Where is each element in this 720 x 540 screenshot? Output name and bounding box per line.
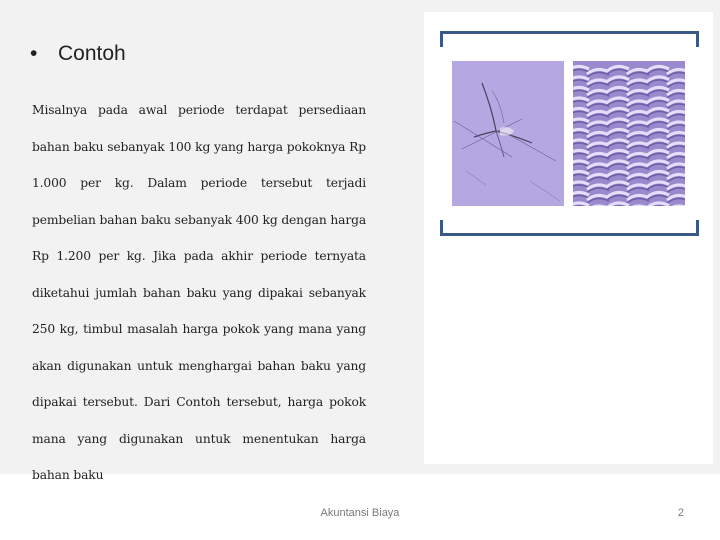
sketch-drawing <box>452 61 564 206</box>
heading-text: Contoh <box>58 42 126 65</box>
ribbed-texture-image <box>573 61 685 206</box>
sketch-image <box>452 61 564 206</box>
footer-page-number: 2 <box>677 507 684 519</box>
slide-heading <box>30 42 126 66</box>
body-paragraph: Misalnya pada awal periode terdapat persediaan bahan baku sebanyak 100 kg yang harga pokoknya Rp 1.000 per kg. Dalam periode tersebut terjadi pembelian bahan baku sebanyak 400 kg dengan harga Rp 1.200 per kg. Jika pada akhir periode ternyata diketahui jumlah bahan baku yang dipakai sebanyak 250 kg, timbul masalah harga pokok yang mana yang akan digunakan untuk menghargai bahan baku yang dipakai tersebut. Dari Contoh tersebut, harga pokok mana yang digunakan untuk menentukan harga bahan baku <box>32 103 366 482</box>
image-frame-top-bracket <box>440 31 699 47</box>
image-frame-bottom-bracket <box>440 220 699 236</box>
footer-course-title: Akuntansi Biaya <box>320 507 400 519</box>
bullet-icon: • <box>30 42 38 65</box>
ribbed-texture-drawing <box>573 61 685 206</box>
